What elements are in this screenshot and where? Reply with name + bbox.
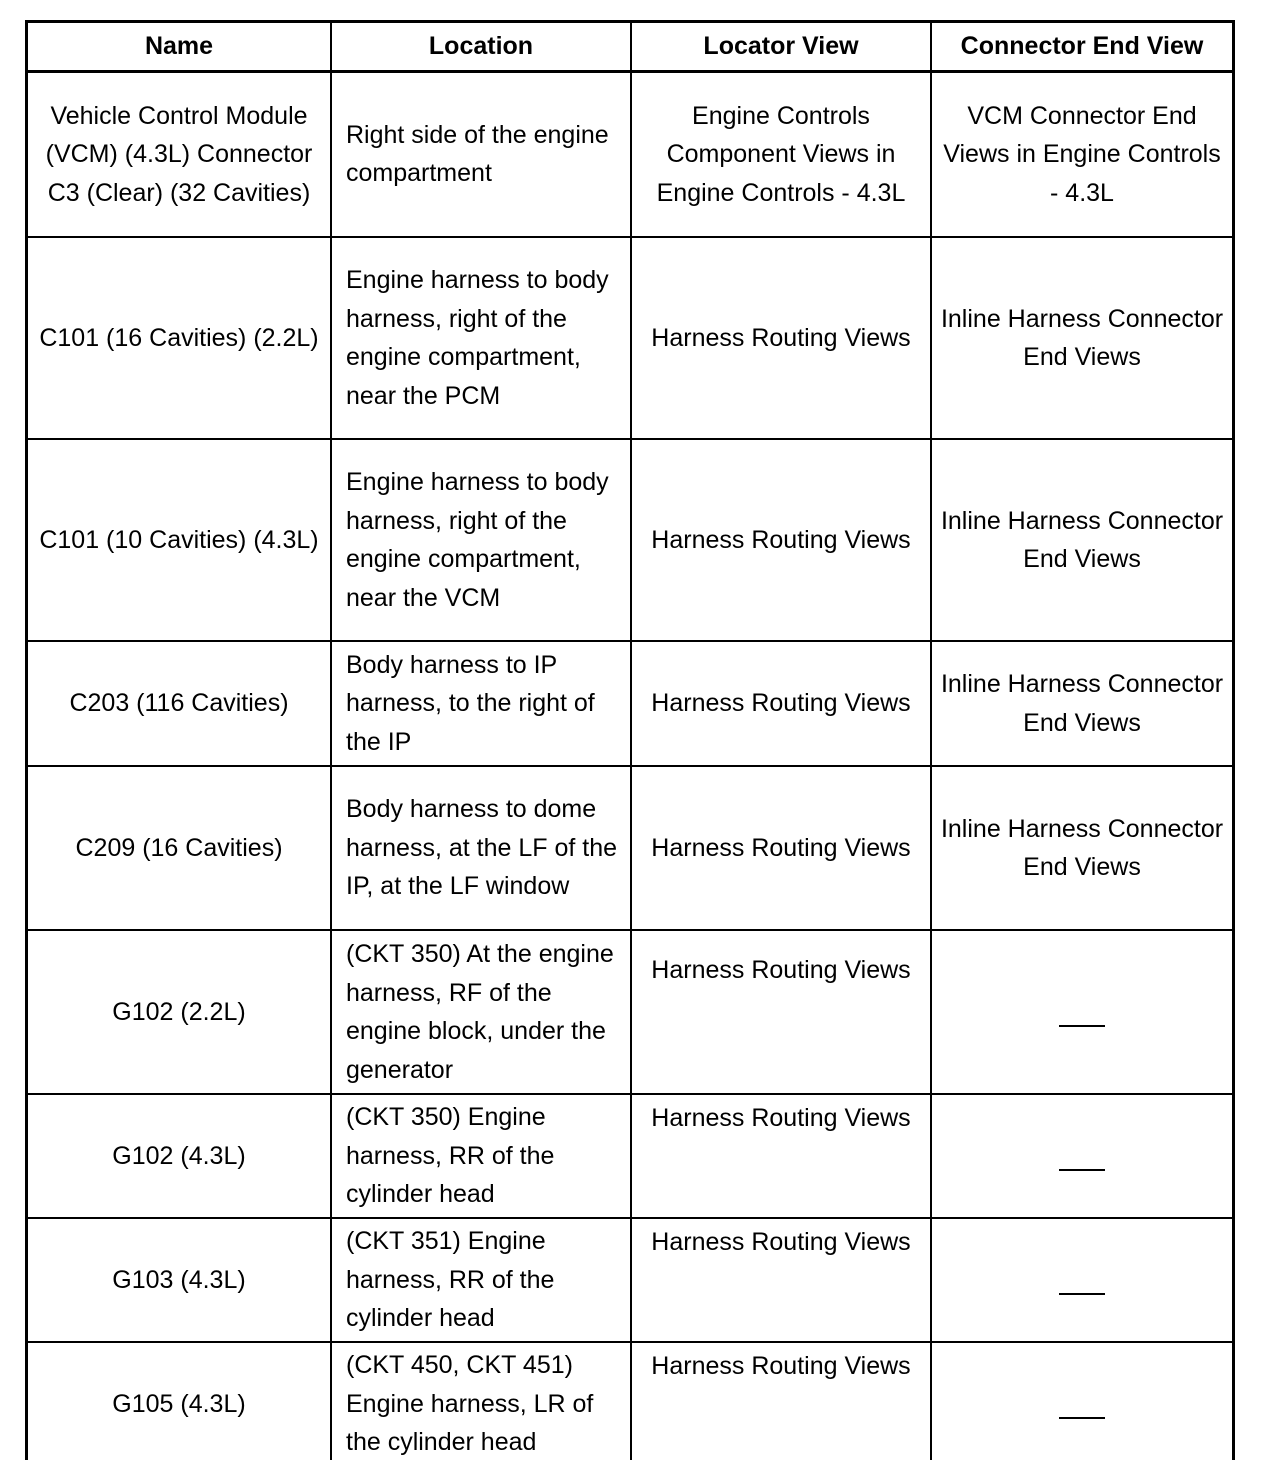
cell-name: G103 (4.3L) (28, 1218, 331, 1342)
cell-location: (CKT 350) At the engine harness, RF of the engine block, under the generator (331, 930, 631, 1094)
cell-location: (CKT 351) Engine harness, RR of the cylinder head (331, 1218, 631, 1342)
cell-connector-end-view: Inline Harness Connector End Views (931, 237, 1232, 439)
cell-location: Body harness to dome harness, at the LF of the IP, at the LF window (331, 766, 631, 930)
cell-location: Engine harness to body harness, right of the engine compartment, near the VCM (331, 439, 631, 641)
cell-name: C203 (116 Cavities) (28, 641, 331, 766)
cell-location: Body harness to IP harness, to the right of the IP (331, 641, 631, 766)
cell-locator-view: Harness Routing Views (631, 930, 931, 1094)
cell-name: Vehicle Control Module (VCM) (4.3L) Connector C3 (Clear) (32 Cavities) (28, 71, 331, 237)
cell-connector-end-view (931, 1218, 1232, 1342)
cell-locator-view: Harness Routing Views (631, 766, 931, 930)
table-row (28, 766, 1232, 930)
connector-table-container (25, 20, 1235, 1460)
cell-locator-view: Harness Routing Views (631, 1342, 931, 1460)
table-row (28, 1218, 1232, 1342)
table-header-row (28, 23, 1232, 71)
header-locator-view: Locator View (631, 23, 931, 71)
table-row (28, 641, 1232, 766)
cell-location: Right side of the engine compartment (331, 71, 631, 237)
cell-connector-end-view: Inline Harness Connector End Views (931, 641, 1232, 766)
cell-name: C101 (10 Cavities) (4.3L) (28, 439, 331, 641)
cell-name: G102 (4.3L) (28, 1094, 331, 1218)
empty-dash (1059, 1417, 1105, 1419)
cell-name: G105 (4.3L) (28, 1342, 331, 1460)
cell-connector-end-view (931, 1342, 1232, 1460)
table-row (28, 1094, 1232, 1218)
cell-locator-view: Harness Routing Views (631, 641, 931, 766)
table-row (28, 71, 1232, 237)
header-location: Location (331, 23, 631, 71)
empty-dash (1059, 1169, 1105, 1171)
cell-connector-end-view (931, 1094, 1232, 1218)
empty-dash (1059, 1293, 1105, 1295)
cell-location: (CKT 450, CKT 451) Engine harness, LR of the cylinder head (331, 1342, 631, 1460)
cell-location: (CKT 350) Engine harness, RR of the cylinder head (331, 1094, 631, 1218)
table-row (28, 237, 1232, 439)
cell-name: G102 (2.2L) (28, 930, 331, 1094)
cell-connector-end-view: VCM Connector End Views in Engine Controls - 4.3L (931, 71, 1232, 237)
cell-connector-end-view: Inline Harness Connector End Views (931, 439, 1232, 641)
cell-locator-view: Harness Routing Views (631, 1218, 931, 1342)
cell-locator-view: Harness Routing Views (631, 1094, 931, 1218)
cell-name: C209 (16 Cavities) (28, 766, 331, 930)
cell-locator-view: Engine Controls Component Views in Engine Controls - 4.3L (631, 71, 931, 237)
header-connector-end-view: Connector End View (931, 23, 1232, 71)
cell-locator-view: Harness Routing Views (631, 439, 931, 641)
table-row (28, 1342, 1232, 1460)
cell-name: C101 (16 Cavities) (2.2L) (28, 237, 331, 439)
connector-locations-table (28, 23, 1232, 1460)
header-name: Name (28, 23, 331, 71)
table-row (28, 439, 1232, 641)
cell-location: Engine harness to body harness, right of the engine compartment, near the PCM (331, 237, 631, 439)
cell-connector-end-view (931, 930, 1232, 1094)
table-row (28, 930, 1232, 1094)
cell-connector-end-view: Inline Harness Connector End Views (931, 766, 1232, 930)
empty-dash (1059, 1025, 1105, 1027)
cell-locator-view: Harness Routing Views (631, 237, 931, 439)
